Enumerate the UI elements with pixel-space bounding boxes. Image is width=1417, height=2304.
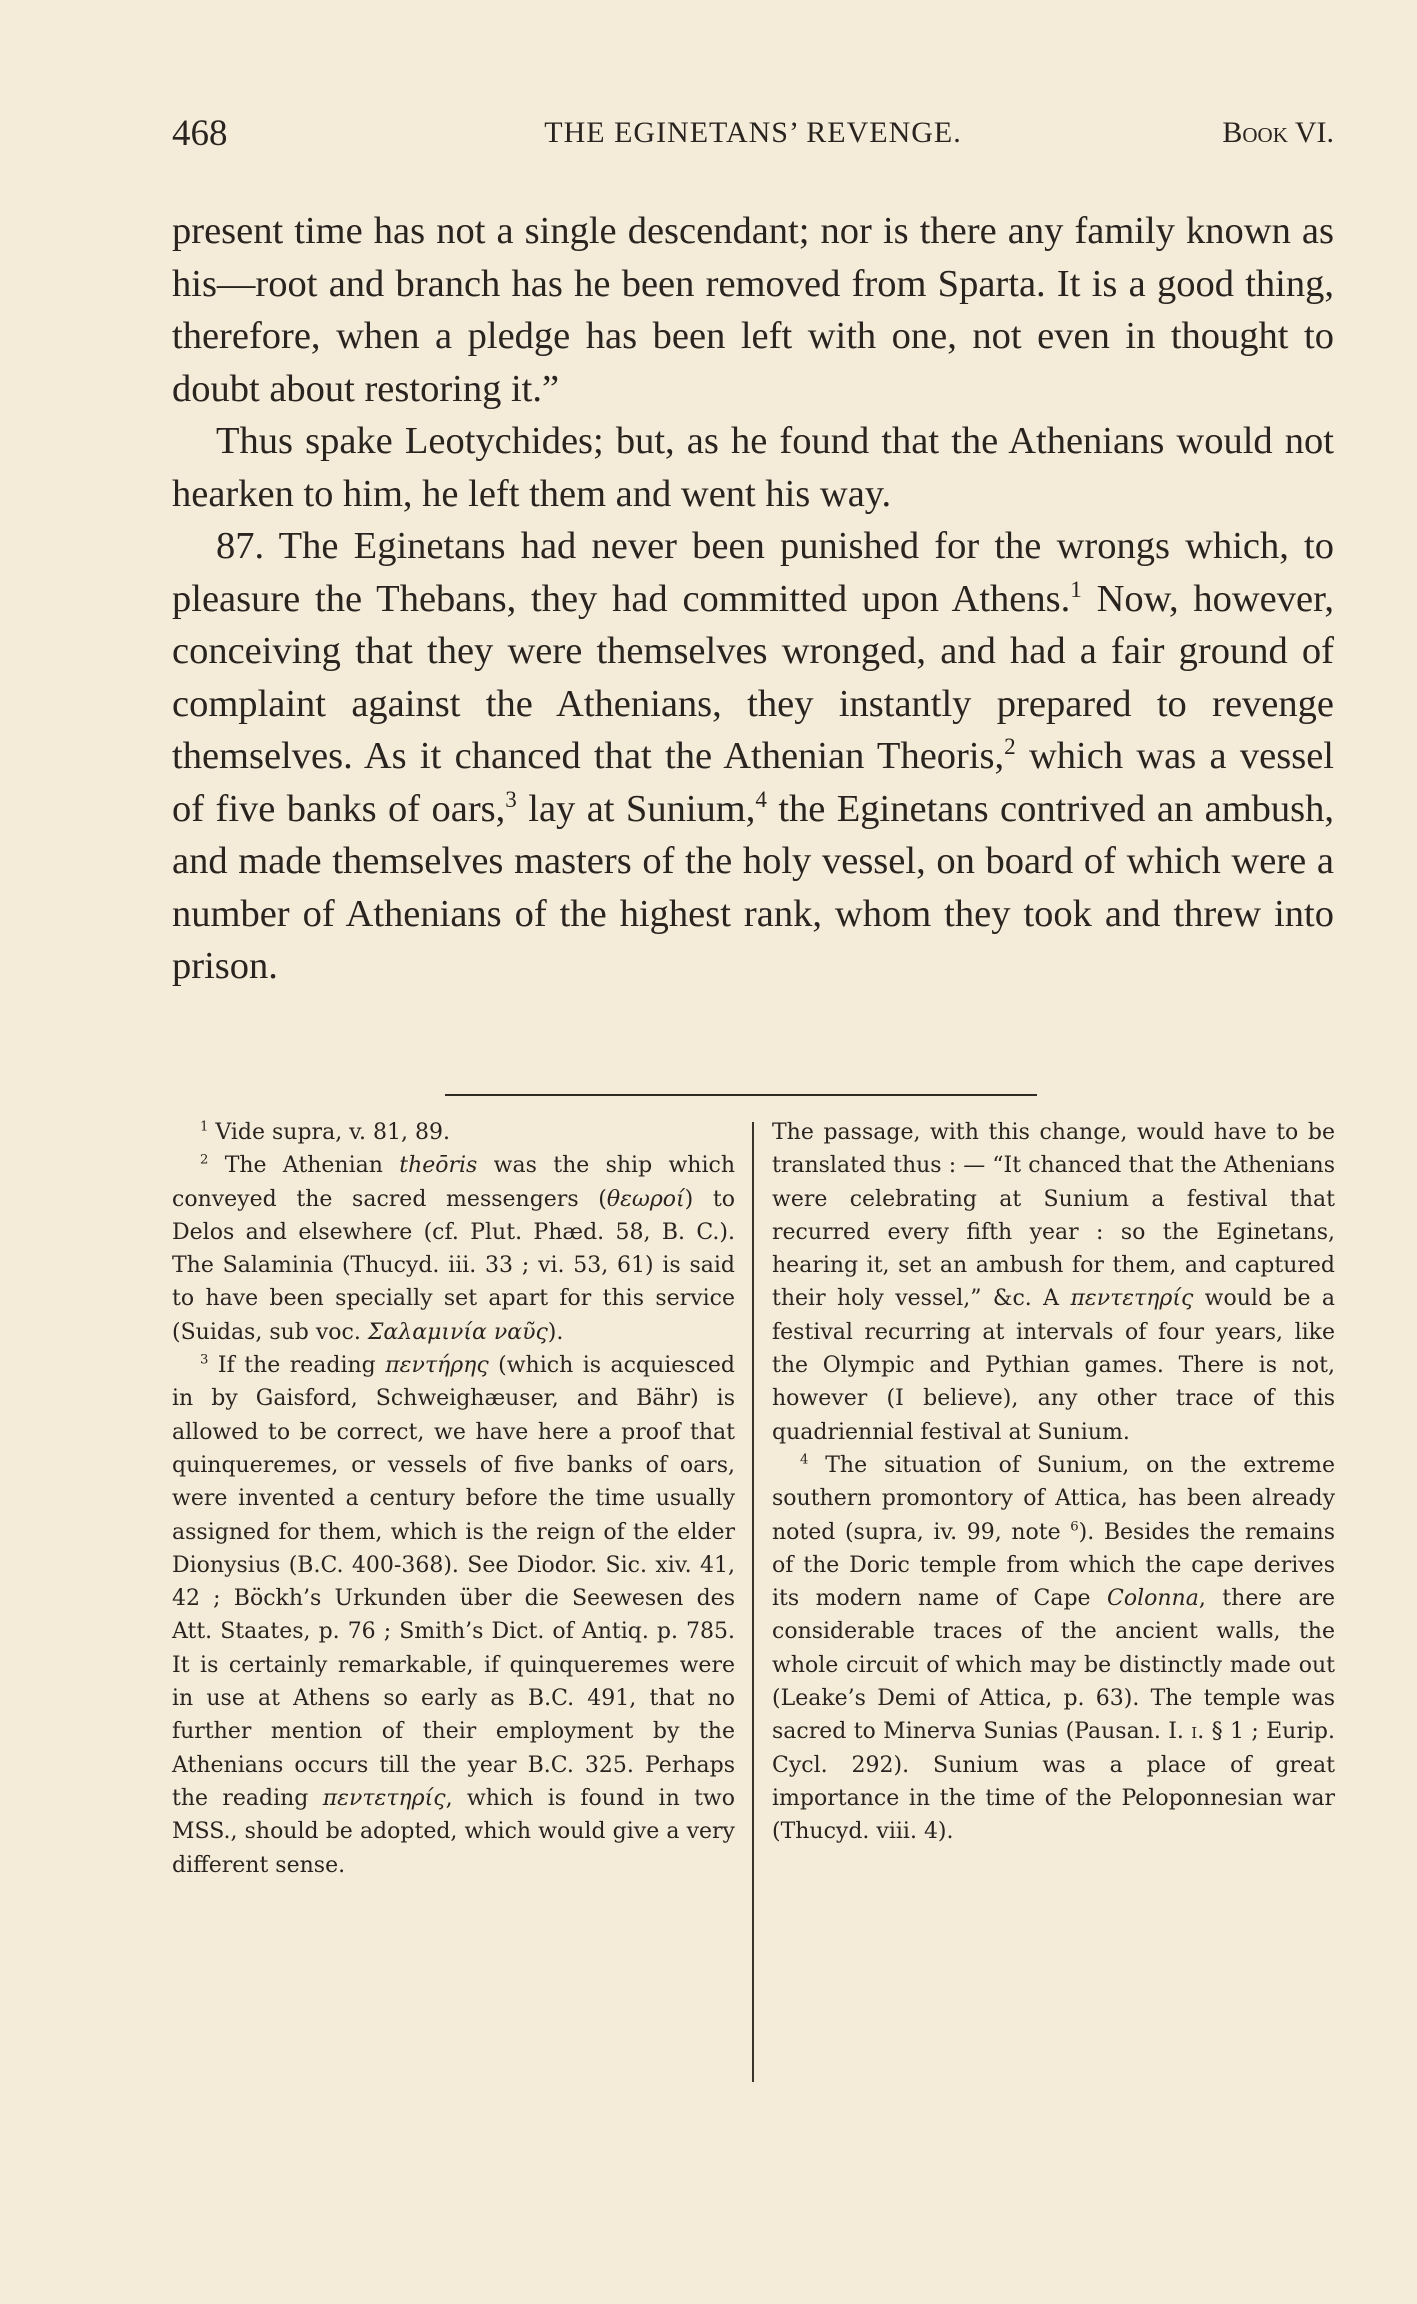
footnote-ref-3[interactable]: 3 bbox=[505, 785, 517, 812]
page-number: 468 bbox=[172, 113, 228, 154]
paragraph-2: Thus spake Leotychides; but, as he found that the Athenians would not hearken to him, he left them and went his way. bbox=[172, 420, 1334, 515]
footnote-3-continued: The passage, with this change, would have to be translated thus : — “It chanced that the Athenians were celebrating at Sunium a festival that recurred every fifth year : so the Eginetans, hearing it, set an ambush for them, and captured their holy vessel,” &c. A πεντετηρίς would be a festival recurring at intervals of four years, like the Olympic and Pythian games. There is not, however (I believe), any other trace of this quadriennial festival at Sunium. bbox=[772, 1120, 1335, 1445]
main-text bbox=[172, 205, 1334, 993]
footnotes bbox=[172, 1116, 1334, 2086]
footnote-1: $^1$ Vide supra, v. 81, 89. bbox=[200, 1119, 450, 1145]
paragraph-87: 87. The Eginetans had never been punished for the wrongs which, to pleasure the Thebans, they had committed upon Athens.$^1$ Now, however, conceiving that they were themselves wronged, and had a fair ground of complaint against the Athenians, they instantly prepared to revenge themselves. As it chanced that the Athenian Theoris,$^2$ which was a vessel of five banks of oars,$^3$ lay at Sunium,$^4$ the Eginetans contrived an ambush, and made themselves masters of the holy vessel, on board of which were a number of Athenians of the highest rank, whom they took and threw into prison. bbox=[172, 525, 1335, 987]
footnote-ref-2[interactable]: 2 bbox=[1004, 733, 1016, 760]
running-title: THE EGINETANS’ REVENGE. bbox=[544, 116, 962, 149]
book-label: Book VI. bbox=[1222, 116, 1334, 149]
footnote-4: $^4$ The situation of Sunium, on the extreme southern promontory of Attica, has been already noted (supra, iv. 99, note $^6$). Besides the remains of the Doric temple from which the cape derives its modern name of Cape Colonna, there are considerable traces of the ancient walls, the whole circuit of which may be distinctly made out (Leake’s Demi of Attica, p. 63). The temple was sacred to Minerva Sunias (Pausan. I. i. § 1 ; Eurip. Cycl. 292). Sunium was a place of great importance in the time of the Peloponnesian war (Thucyd. viii. 4). bbox=[772, 1452, 1336, 1845]
running-header bbox=[172, 112, 1334, 162]
footnote-3: $^3$ If the reading πεντήρης (which is acquiesced in by Gaisford, Schweighæuser, and Bähr) is allowed to be correct, we have here a proof that quinqueremes, or vessels of five banks of oars, were invented a century before the time usually assigned for them, which is the reign of the elder Dionysius (B.C. 400-368). See Diodor. Sic. xiv. 41, 42 ; Böckh’s Urkunden über die Seewesen des Att. Staates, p. 76 ; Smith’s Dict. of Antiq. p. 785. It is certainly remarkable, if quinqueremes were in use at Athens so early as B.C. 491, that no further mention of their employment by the Athenians occurs till the year B.C. 325. Perhaps the reading πεντετηρίς, which is found in two MSS., should be adopted, which would give a very different sense. bbox=[172, 1352, 736, 1878]
paragraph-1: present time has not a single descendant; nor is there any family known as his—root and branch has he been removed from Sparta. It is a good thing, therefore, when a pledge has been left with one, not even in thought to doubt about restoring it.” bbox=[172, 210, 1334, 410]
footnote-ref-1[interactable]: 1 bbox=[1070, 575, 1082, 602]
footnote-column-left bbox=[172, 1116, 735, 1882]
footnote-ref-4[interactable]: 4 bbox=[755, 785, 767, 812]
footnote-column-right bbox=[772, 1116, 1335, 1849]
column-separator bbox=[752, 1122, 754, 2082]
footnote-2: $^2$ The Athenian theōris was the ship which conveyed the sacred messengers (θεωροί) to Delos and elsewhere (cf. Plut. Phæd. 58, B. C.). The Salaminia (Thucyd. iii. 33 ; vi. 53, 61) is said to have been specially set apart for this service (Suidas, sub voc. Σαλαμινία ναῦς). bbox=[172, 1152, 735, 1345]
footnote-divider bbox=[445, 1094, 1037, 1096]
